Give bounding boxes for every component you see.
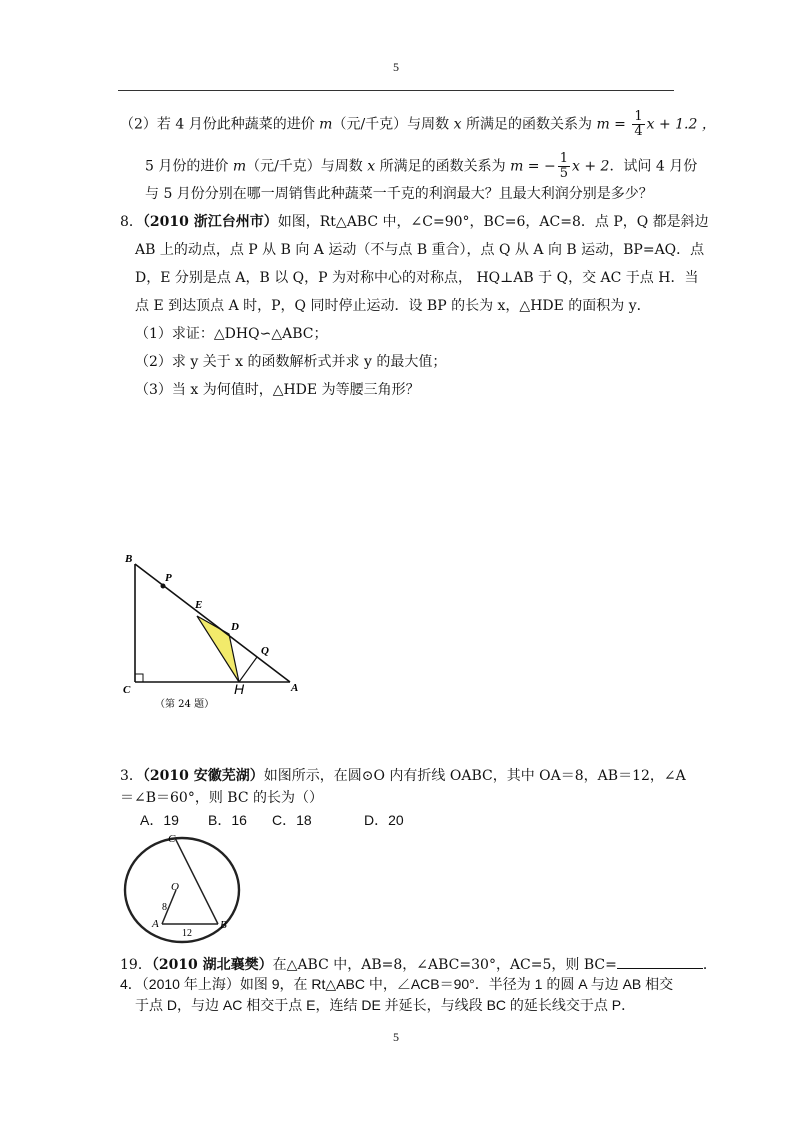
question-number: 3． [120, 768, 143, 784]
q8-line3: D，E 分别是点 A，B 以 Q，P 为对称中心的对称点， HQ⊥AB 于 Q，交 AC 于点 H．当 [135, 270, 699, 286]
question-number: 8． [120, 214, 143, 230]
fraction-numerator: 1 [634, 109, 643, 124]
equation-lhs: m = − [510, 158, 556, 175]
equation-rhs: x + 2 [572, 158, 610, 175]
q7-text: ．试问 4 月份 [609, 158, 698, 175]
equation-rhs: x + 1.2 ， [646, 116, 716, 133]
side-ab [135, 564, 290, 682]
q8-line4: 点 E 到达顶点 A 时，P，Q 同时停止运动．设 BP 的长为 x，△HDE 的面积为 y． [135, 298, 651, 314]
question-end: ． [702, 957, 717, 973]
question-text: 如图，Rt△ABC 中，∠C=90°，BC=6，AC=8．点 P，Q 都是斜边 [277, 214, 709, 230]
label-h: H [234, 681, 245, 697]
q3-options [140, 810, 404, 830]
label-q: Q [261, 645, 269, 657]
fraction-denominator: 4 [634, 124, 643, 139]
label-c: C [168, 833, 176, 845]
label-b: B [125, 553, 133, 565]
q3-line1 [120, 766, 686, 786]
q7-text: 所满足的函数关系为 [461, 116, 597, 133]
question-number: 19． [120, 957, 152, 973]
var-x: x [367, 158, 376, 175]
right-angle-mark [135, 674, 143, 682]
q7-part2-line1 [120, 110, 716, 139]
q19-line [120, 954, 717, 975]
label-12: 12 [182, 928, 192, 939]
label-a: A [152, 918, 159, 930]
label-e: E [195, 599, 203, 611]
fraction-denominator: 5 [559, 166, 568, 181]
q4-line2: 于点 D，与边 AC 相交于点 E，连结 DE 并延长，与线段 BC 的延长线交于点 P． [135, 997, 636, 1013]
question-source: （2010 浙江台州市） [142, 214, 278, 230]
label-p: P [165, 572, 172, 584]
q8-line1 [120, 212, 709, 232]
fraction [558, 152, 570, 181]
triangle-figure-24 [115, 550, 315, 715]
fraction-numerator: 1 [559, 151, 568, 166]
header-rule [118, 90, 674, 91]
var-m: m [319, 116, 333, 133]
segment-bc [175, 838, 218, 924]
question-source: （2010 湖北襄樊） [151, 957, 273, 973]
option-c: C．18 [272, 812, 312, 828]
q7-part2-line3: 与 5 月份分别在哪一周销售此种蔬菜一千克的利润最大？且最大利润分别是多少？ [145, 186, 653, 202]
segment-hq [239, 657, 257, 682]
option-b: B．16 [208, 812, 247, 828]
q4-line1: 4．（2010 年上海）如图 9，在 Rt△ABC 中，∠ACB＝90°．半径为 1 的圆 A 与边 AB 相交 [120, 976, 674, 992]
label-c: C [123, 684, 131, 696]
var-x: x [453, 116, 462, 133]
option-d: D．20 [364, 812, 404, 828]
q7-text: 5 月份的进价 [145, 158, 233, 175]
page-number-bottom: 5 [393, 1030, 399, 1044]
q7-text: （元/千克）与周数 [332, 116, 454, 133]
label-d: D [231, 621, 239, 633]
q7-text: 所满足的函数关系为 [375, 158, 511, 175]
page-number-top: 5 [393, 60, 399, 74]
q7-text: （2）若 4 月份此种蔬菜的进价 [120, 116, 320, 133]
equation-lhs: m = [596, 116, 631, 133]
q8-sub2: （2）求 y 关于 x 的函数解析式并求 y 的最大值； [135, 354, 447, 370]
q3-line2: ＝∠B＝60°，则 BC 的长为（） [120, 790, 323, 806]
label-b: B [220, 919, 227, 931]
q7-part2-line2 [145, 152, 697, 181]
option-a: A．19 [140, 812, 179, 828]
label-8: 8 [162, 902, 167, 913]
question-text: 在△ABC 中，AB=8，∠ABC=30°，AC=5，则 BC= [272, 957, 617, 973]
figure-caption: （第 24 题） [155, 699, 215, 710]
question-text: 如图所示，在圆⊙O 内有折线 OABC，其中 OA＝8，AB＝12，∠A [263, 768, 686, 784]
q8-line2: AB 上的动点，点 P 从 B 向 A 运动（不与点 B 重合），点 Q 从 A 向 B 运动，BP=AQ．点 [135, 242, 705, 258]
q8-sub3: （3）当 x 为何值时，△HDE 为等腰三角形？ [135, 382, 420, 398]
q7-text: （元/千克）与周数 [246, 158, 368, 175]
label-a: A [291, 682, 299, 694]
point-p [161, 584, 166, 589]
q8-sub1: （1）求证：△DHQ∽△ABC； [135, 326, 328, 342]
answer-blank[interactable] [617, 954, 703, 969]
question-source: （2010 安徽芜湖） [142, 768, 264, 784]
label-o: O [171, 881, 179, 893]
fraction [632, 110, 644, 139]
var-m: m [232, 158, 247, 175]
circle-figure [120, 832, 244, 944]
